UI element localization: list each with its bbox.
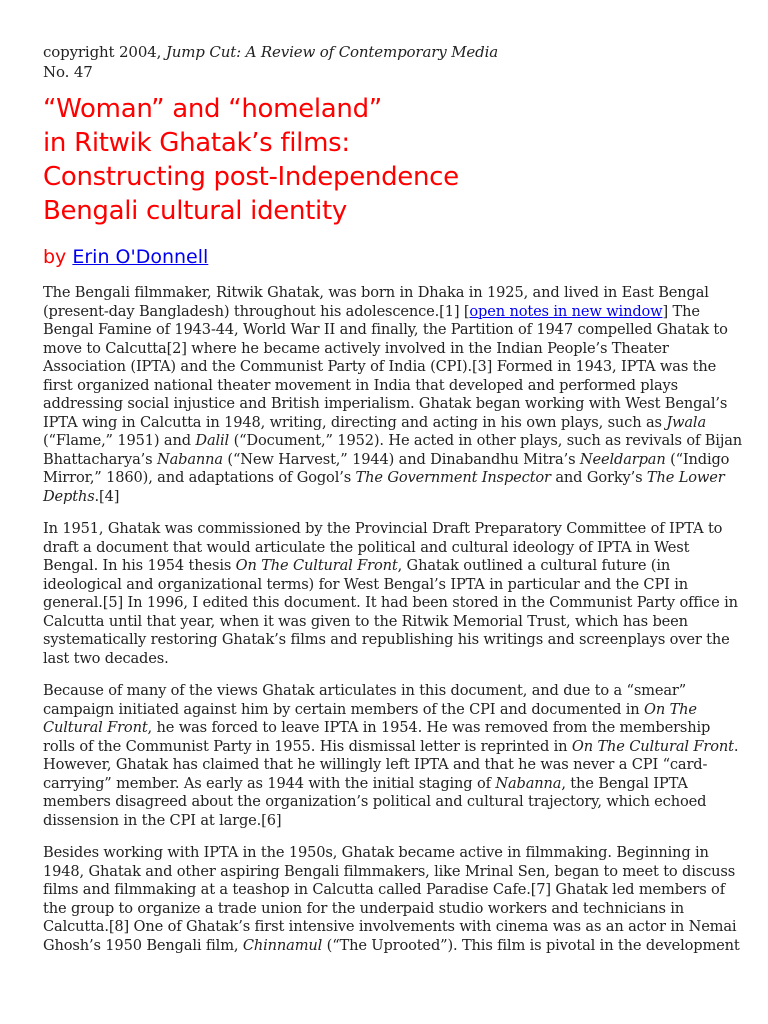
title-lower-depths: The Lower Depths xyxy=(43,469,725,505)
text-run: (“Indigo Mirror,” 1860), and adaptations of Gogol’s xyxy=(43,450,730,486)
title-dalil: Dalil xyxy=(195,432,230,449)
text-run: , the Bengal IPTA members disagreed about the organization’s political and cultural trajectory, which echoed dissension in the CPI at large.[6] xyxy=(43,774,707,829)
body-paragraph-1 xyxy=(43,284,744,506)
text-run: ] The Bengal Famine of 1943-44, World War II and finally, the Partition of 1947 compelled Ghatak to move to Calcutta[2] where he became actively involved in the Indian People’s Theater Association (IPTA) and the Communist Party of India (CPI).[3] Formed in 1943, IPTA was the first organized national theater movement in India that developed and performed plays addressing social injustice and British imperialism. Ghatak began working with West Bengal’s IPTA wing in Calcutta in 1948, writing, directing and acting in his own plays, such as xyxy=(43,302,728,431)
title-line: “Woman” and “homeland” xyxy=(43,94,382,124)
text-run: The Bengali filmmaker, Ritwik Ghatak, was born in Dhaka in 1925, and lived in East Bengal (present-day Bangladesh) throughout his adolescence.[1] [ xyxy=(43,284,709,320)
text-run: , he was forced to leave IPTA in 1954. He was removed from the membership rolls of the Communist Party in 1955. His dismissal letter is reprinted in xyxy=(43,719,711,755)
title-line: Bengali cultural identity xyxy=(43,196,347,226)
text-run: and Gorky’s xyxy=(550,469,647,486)
byline xyxy=(43,244,744,270)
copyright-line xyxy=(43,42,744,82)
text-run: (“Document,” 1952). He acted in other plays, such as revivals of Bijan Bhattacharya’s xyxy=(43,432,742,468)
body-paragraph-2 xyxy=(43,520,744,668)
copyright-prefix: copyright 2004, xyxy=(43,43,162,61)
issue-number: No. 47 xyxy=(43,63,93,81)
title-on-the-cultural-front: On The Cultural Front xyxy=(571,737,734,755)
text-run: Because of many of the views Ghatak articulates in this document, and due to a “smear” campaign initiated against him by certain members of the CPI and documented in xyxy=(43,682,687,718)
text-run: Besides working with IPTA in the 1950s, Ghatak became active in filmmaking. Beginning in 1948, Ghatak and other aspiring Bengali filmmakers, like Mrinal Sen, began to meet to discuss films and filmmaking at a teashop in Calcutta called Paradise Cafe.[7] Ghatak led members of the group to organize a trade union for the underpaid studio workers and technicians in Calcutta.[8] One of Ghatak’s first intensive involvements with cinema was as an actor in Nemai Ghosh’s 1950 Bengali film, xyxy=(43,844,737,954)
title-line: Constructing post-Independence xyxy=(43,162,459,192)
title-on-the-cultural-front: On The Cultural Front xyxy=(235,557,398,574)
title-neeldarpan: Neeldarpan xyxy=(579,450,666,468)
title-line: in Ritwik Ghatak’s films: xyxy=(43,128,350,158)
title-nabanna: Nabanna xyxy=(495,774,562,792)
text-run: . However, Ghatak has claimed that he willingly left IPTA and that he was never a CPI “card-carrying” member. As early as 1944 with the initial staging of xyxy=(43,737,739,792)
text-run: (“The Uprooted”). This film is pivotal in the development xyxy=(322,936,740,954)
title-government-inspector: The Government Inspector xyxy=(355,469,551,486)
text-run: (“New Harvest,” 1944) and Dinabandhu Mitra’s xyxy=(222,450,580,468)
title-jwala: Jwala xyxy=(666,413,706,431)
text-run: In 1951, Ghatak was commissioned by the Provincial Draft Preparatory Committee of IPTA to draft a document that would articulate the political and cultural ideology of IPTA in West Bengal. In his 1954 thesis xyxy=(43,520,723,574)
article-title xyxy=(43,92,744,228)
journal-name: Jump Cut: A Review of Contemporary Media xyxy=(165,43,499,61)
text-run: .[4] xyxy=(94,487,120,505)
title-chinnamul: Chinnamul xyxy=(242,936,323,954)
body-paragraph-4 xyxy=(43,844,744,955)
text-run: (“Flame,” 1951) and xyxy=(43,432,196,449)
text-run: , Ghatak outlined a cultural future (in ideological and organizational terms) for West Bengal’s IPTA in particular and the CPI in general.[5] In 1996, I edited this document. It had been stored in the Communist Party office in Calcutta until that year, when it was given to the Ritwik Memorial Trust, which has been systematically restoring Ghatak’s films and republishing his writings and screenplays over the last two decades. xyxy=(43,557,738,667)
author-link[interactable]: Erin O'Donnell xyxy=(72,246,209,268)
open-notes-link[interactable]: open notes in new window xyxy=(469,302,663,320)
title-on-the-cultural-front: On The Cultural Front xyxy=(43,700,697,736)
body-paragraph-3 xyxy=(43,682,744,830)
byline-prefix: by xyxy=(43,246,67,268)
title-nabanna: Nabanna xyxy=(156,450,223,468)
